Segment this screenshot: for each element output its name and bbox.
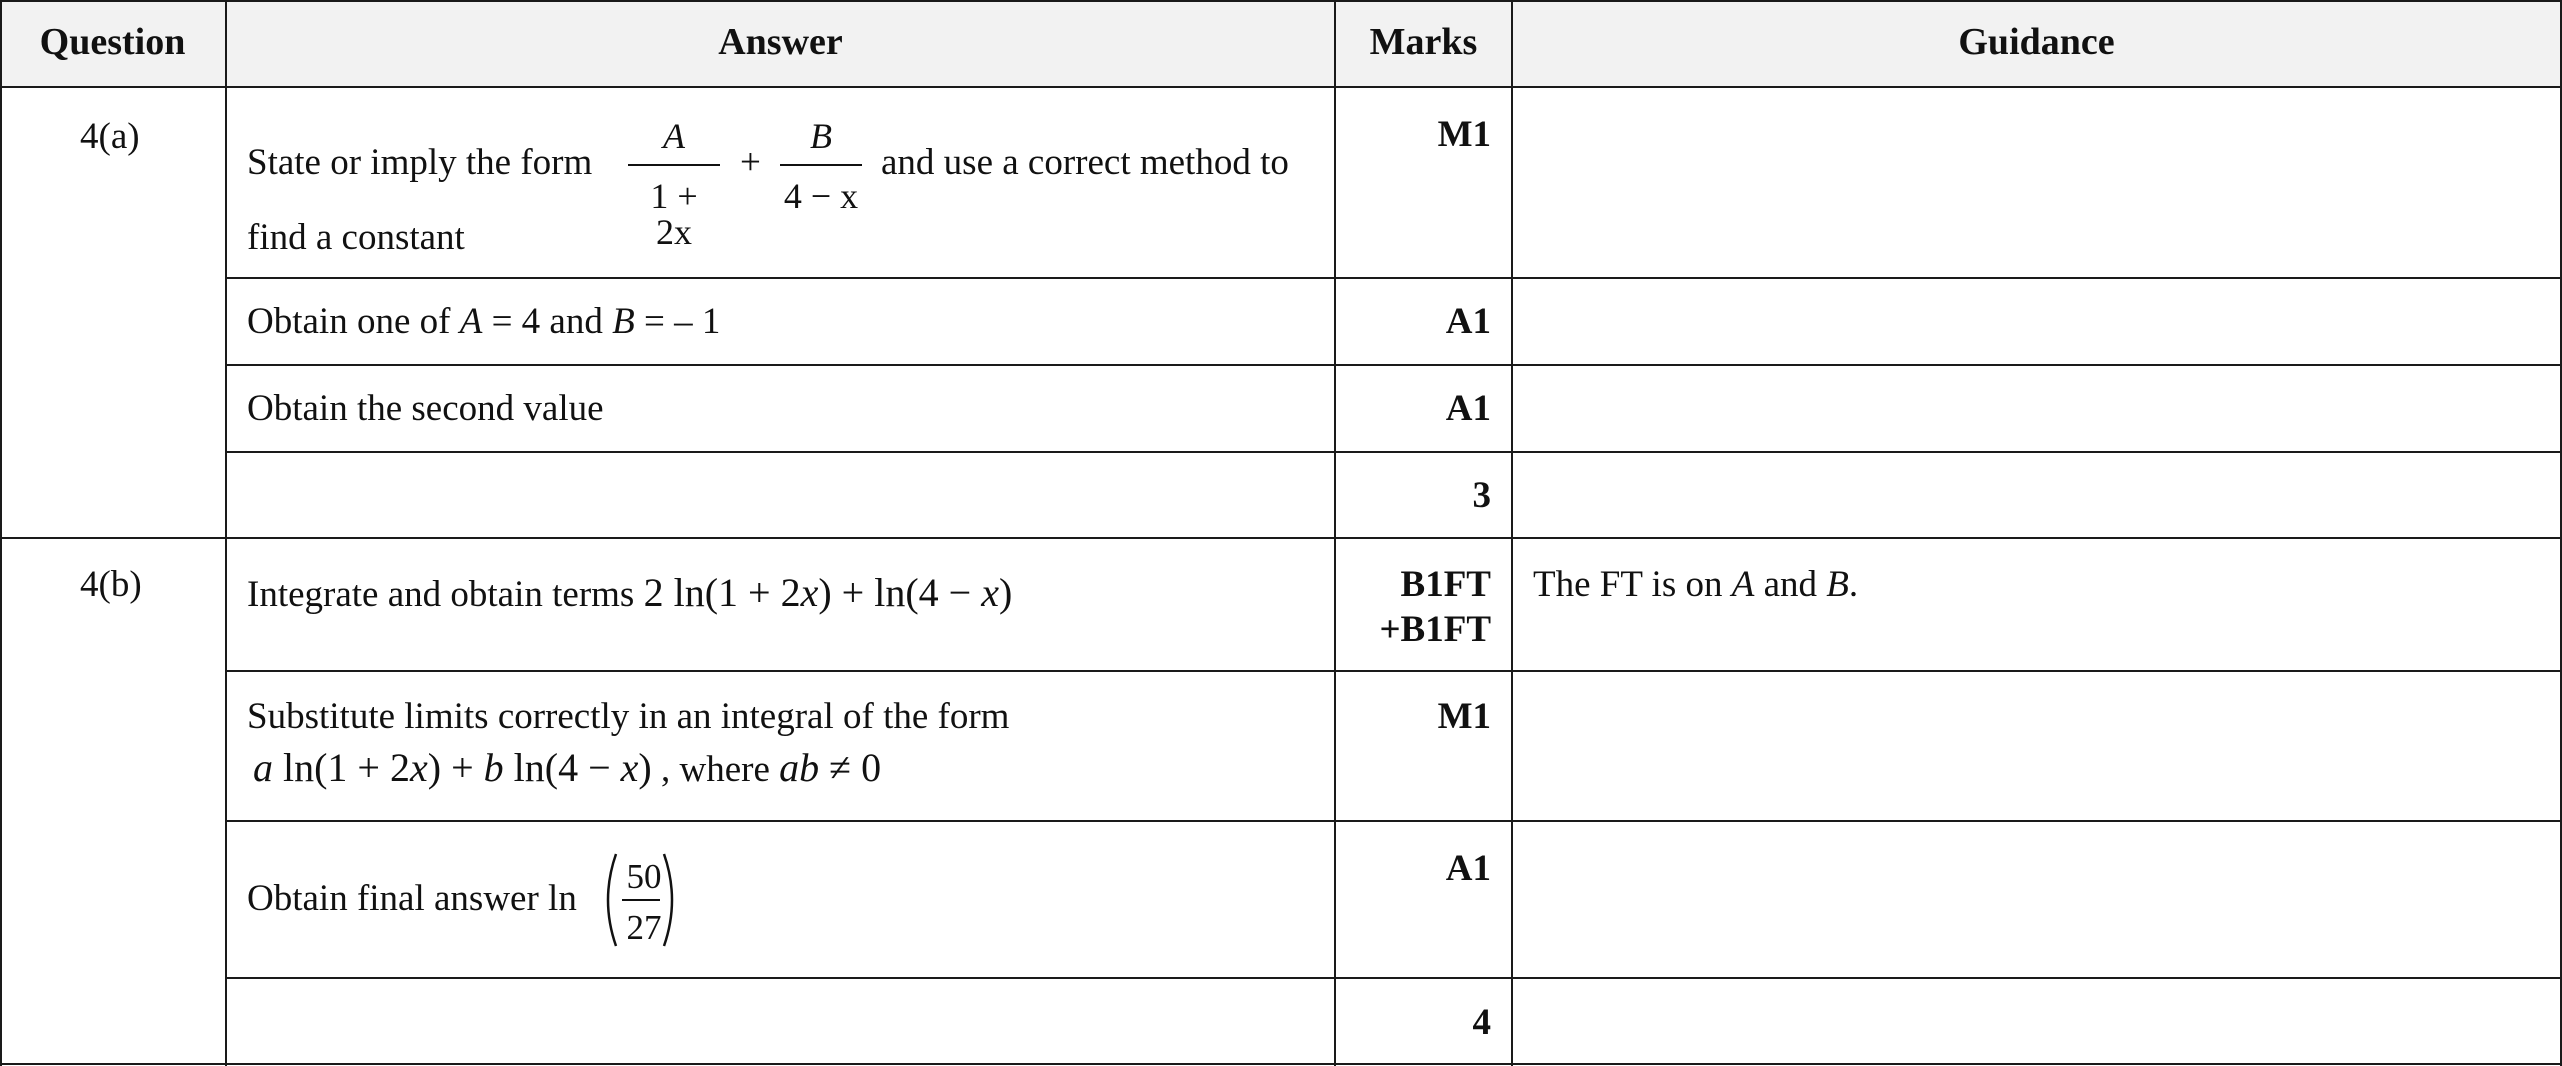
fraction-numerator: A	[663, 116, 685, 156]
table-border-bottom	[0, 1063, 2562, 1065]
fraction-denominator: 1 + 2x	[650, 176, 698, 252]
table-border-top	[0, 0, 2562, 2]
variable-a: a	[253, 745, 273, 790]
text-fragment: and	[1754, 564, 1827, 605]
fraction-a-over-1-plus-2x	[628, 118, 720, 250]
column-divider-marks	[1511, 0, 1513, 1066]
mark-plus-b1ft: +B1FT	[1379, 609, 1491, 650]
text-fragment: ln(4 −	[503, 745, 621, 790]
text-fragment: 2 ln(1 + 2	[643, 570, 801, 615]
question-label-4b: 4(b)	[80, 564, 142, 605]
mark-m1: M1	[1437, 696, 1491, 737]
answer-text	[247, 303, 720, 340]
question-divider	[0, 537, 2562, 539]
mark-a1: A1	[1445, 848, 1491, 889]
header-divider	[0, 86, 2562, 88]
table-border-left	[0, 0, 2, 1066]
left-parenthesis	[608, 854, 616, 946]
fraction-bar	[780, 164, 862, 166]
mark-b1ft: B1FT	[1400, 564, 1491, 605]
row-divider	[225, 451, 2562, 453]
answer-text	[247, 570, 1013, 615]
variable-a: A	[459, 301, 483, 342]
mark-a1: A1	[1445, 301, 1491, 342]
header-guidance: Guidance	[1958, 21, 2115, 63]
answer-text: Obtain final answer ln	[247, 878, 577, 919]
text-fragment: = – 1	[634, 301, 721, 342]
variable-b: B	[612, 301, 635, 342]
fraction-numerator: B	[810, 116, 832, 156]
row-divider	[225, 277, 2562, 279]
variable-x: x	[620, 745, 639, 790]
row-divider	[225, 364, 2562, 366]
text-fragment: .	[1848, 564, 1859, 605]
text-fragment: , where	[651, 749, 780, 790]
column-divider-question	[225, 0, 227, 1066]
variable-b: B	[1826, 564, 1849, 605]
row-divider	[225, 670, 2562, 672]
answer-text: Obtain the second value	[247, 388, 604, 429]
math-expression	[644, 570, 1013, 615]
row-divider	[225, 820, 2562, 822]
text-fragment: )	[998, 570, 1013, 615]
header-marks: Marks	[1369, 21, 1478, 63]
guidance-text	[1533, 566, 1858, 603]
fraction-b-over-4-minus-x	[780, 118, 862, 214]
answer-text-continued: find a constant	[247, 217, 465, 258]
text-fragment: Obtain one of	[247, 301, 460, 342]
column-divider-answer	[1334, 0, 1336, 1066]
fraction-denominator: 27	[626, 908, 662, 947]
variable-a: A	[1731, 564, 1755, 605]
text-fragment: = 4 and	[482, 301, 613, 342]
answer-text: State or imply the form	[247, 142, 593, 183]
mark-a1: A1	[1445, 388, 1491, 429]
text-fragment: ln(1 + 2	[273, 745, 410, 790]
mark-m1: M1	[1437, 114, 1491, 155]
fraction-bar	[628, 164, 720, 166]
plus-sign: +	[740, 142, 761, 183]
fraction-numerator: 50	[626, 857, 662, 896]
right-parenthesis	[664, 854, 672, 946]
header-answer: Answer	[718, 21, 843, 63]
text-fragment: ) + ln(4 −	[818, 570, 982, 615]
variable-x: x	[410, 745, 428, 790]
text-fragment: )	[638, 745, 652, 790]
mark-total: 4	[1472, 1002, 1491, 1043]
variable-x: x	[800, 570, 819, 615]
variable-ab: ab	[779, 745, 820, 790]
text-fragment: ) +	[427, 745, 484, 790]
math-expression	[253, 745, 882, 790]
row-divider	[225, 977, 2562, 979]
text-fragment: The FT is on	[1533, 564, 1732, 605]
answer-text: and use a correct method to	[881, 142, 1289, 183]
mark-total: 3	[1472, 475, 1491, 516]
text-fragment: Integrate and obtain terms	[247, 574, 644, 615]
variable-b: b	[483, 745, 504, 790]
question-label-4a: 4(a)	[80, 116, 140, 157]
text-fragment: ≠ 0	[819, 745, 882, 790]
header-question: Question	[39, 21, 186, 63]
answer-text: Substitute limits correctly in an integral of the form	[247, 696, 1010, 737]
variable-x: x	[981, 570, 999, 615]
fraction-denominator: 4 − x	[783, 176, 859, 216]
